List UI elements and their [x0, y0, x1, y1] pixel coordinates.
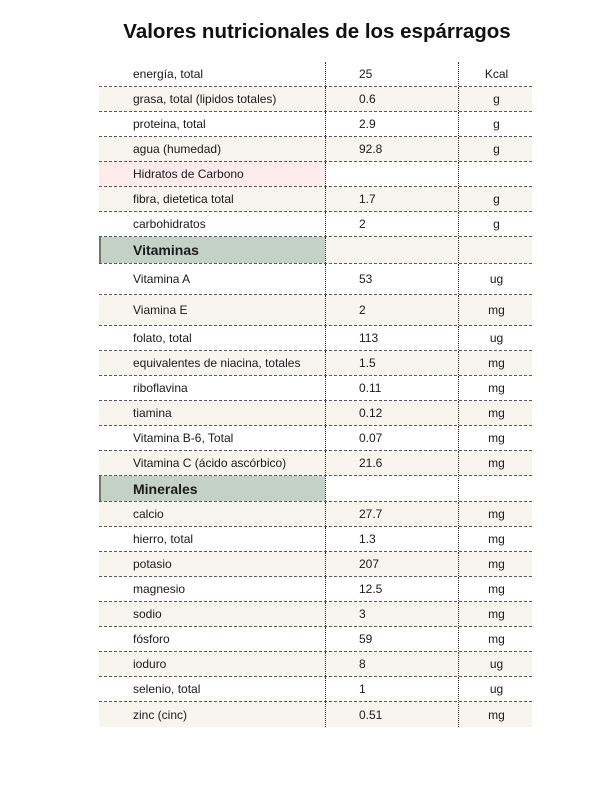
table-row-energia	[99, 62, 532, 87]
nutrient-unit: ug	[458, 677, 532, 701]
nutrient-value	[325, 237, 458, 263]
table-row-riboflavina	[99, 376, 532, 401]
nutrient-value: 0.07	[325, 426, 458, 450]
nutrient-unit: ug	[458, 264, 532, 294]
nutrient-value: 8	[325, 652, 458, 676]
table-row-vitamina-c	[99, 451, 532, 476]
nutrient-value: 1.3	[325, 527, 458, 551]
nutrient-name: hierro, total	[133, 532, 194, 546]
nutrient-value: 2	[325, 295, 458, 325]
nutrient-name: Vitamina B-6, Total	[133, 431, 234, 445]
nutrient-name: magnesio	[133, 582, 186, 596]
nutrient-name: carbohidratos	[133, 217, 206, 231]
nutrient-value: 0.51	[325, 702, 458, 727]
nutrient-name: calcio	[133, 507, 164, 521]
section-label: Vitaminas	[99, 237, 325, 263]
nutrient-unit: mg	[458, 295, 532, 325]
nutrient-unit: mg	[458, 577, 532, 601]
table-row-hierro	[99, 527, 532, 552]
section-header-vitaminas	[99, 237, 532, 264]
table-row-fibra	[99, 187, 532, 212]
nutrition-table	[99, 62, 532, 727]
table-row-grasa	[99, 87, 532, 112]
table-row-vitamina-a	[99, 264, 532, 295]
nutrient-value: 2.9	[325, 112, 458, 136]
table-row-proteina	[99, 112, 532, 137]
nutrient-name: fósforo	[133, 632, 170, 646]
nutrient-value: 12.5	[325, 577, 458, 601]
section-label: Minerales	[99, 476, 325, 501]
nutrient-name: tiamina	[133, 406, 172, 420]
nutrient-value: 3	[325, 602, 458, 626]
nutrient-name: agua (humedad)	[133, 142, 222, 156]
nutrient-unit: mg	[458, 351, 532, 375]
nutrient-value: 27.7	[325, 502, 458, 526]
table-row-zinc	[99, 702, 532, 727]
nutrient-value: 113	[325, 326, 458, 350]
table-row-vitamina-e	[99, 295, 532, 326]
nutrient-unit: g	[458, 187, 532, 211]
table-row-potasio	[99, 552, 532, 577]
nutrient-name: potasio	[133, 557, 172, 571]
table-row-vitamina-b6	[99, 426, 532, 451]
section-header-hidratos	[99, 162, 532, 187]
nutrient-value: 1.5	[325, 351, 458, 375]
table-row-folato	[99, 326, 532, 351]
nutrient-unit: mg	[458, 401, 532, 425]
nutrient-unit: g	[458, 87, 532, 111]
nutrient-name: selenio, total	[133, 682, 201, 696]
nutrient-name: grasa, total (lipidos totales)	[133, 92, 277, 106]
nutrient-value: 0.11	[325, 376, 458, 400]
nutrient-value: 53	[325, 264, 458, 294]
nutrient-unit: mg	[458, 527, 532, 551]
nutrient-name: ioduro	[133, 657, 167, 671]
table-row-fosforo	[99, 627, 532, 652]
nutrient-unit: mg	[458, 451, 532, 475]
section-label: Hidratos de Carbono	[99, 162, 325, 186]
nutrient-unit: mg	[458, 552, 532, 576]
nutrient-name: Vitamina A	[133, 272, 191, 286]
nutrient-name: proteina, total	[133, 117, 206, 131]
nutrient-value: 21.6	[325, 451, 458, 475]
nutrient-value: 59	[325, 627, 458, 651]
nutrient-value: 2	[325, 212, 458, 236]
nutrient-name: sodio	[133, 607, 162, 621]
page-title: Valores nutricionales de los espárragos	[123, 20, 511, 43]
nutrient-name: energía, total	[133, 67, 204, 81]
nutrient-value: 207	[325, 552, 458, 576]
table-row-selenio	[99, 677, 532, 702]
table-row-agua	[99, 137, 532, 162]
nutrient-unit: mg	[458, 702, 532, 727]
nutrient-name: riboflavina	[133, 381, 188, 395]
nutrient-value: 25	[325, 62, 458, 86]
nutrient-value: 92.8	[325, 137, 458, 161]
table-row-sodio	[99, 602, 532, 627]
nutrient-unit: mg	[458, 627, 532, 651]
nutrient-unit: ug	[458, 326, 532, 350]
nutrient-value: 0.12	[325, 401, 458, 425]
table-row-calcio	[99, 502, 532, 527]
nutrient-unit: mg	[458, 502, 532, 526]
nutrient-value	[325, 162, 458, 186]
nutrient-unit: Kcal	[458, 62, 532, 86]
nutrient-name: Vitamina C (ácido ascórbico)	[133, 456, 287, 470]
table-row-magnesio	[99, 577, 532, 602]
nutrient-value: 0.6	[325, 87, 458, 111]
nutrient-unit	[458, 476, 532, 501]
nutrient-unit: mg	[458, 602, 532, 626]
section-header-minerales	[99, 476, 532, 502]
table-row-carbohidratos	[99, 212, 532, 237]
nutrient-value: 1	[325, 677, 458, 701]
nutrient-name: Viamina E	[133, 303, 188, 317]
nutrient-unit: g	[458, 112, 532, 136]
nutrient-unit	[458, 237, 532, 263]
nutrient-value: 1.7	[325, 187, 458, 211]
nutrient-name: zinc (cinc)	[133, 707, 188, 722]
nutrient-unit: ug	[458, 652, 532, 676]
table-row-tiamina	[99, 401, 532, 426]
nutrient-value	[325, 476, 458, 501]
nutrient-unit	[458, 162, 532, 186]
nutrient-name: folato, total	[133, 331, 192, 345]
table-row-niacina	[99, 351, 532, 376]
nutrient-unit: mg	[458, 426, 532, 450]
nutrient-name: fibra, dietetica total	[133, 192, 234, 206]
table-row-ioduro	[99, 652, 532, 677]
nutrient-name: equivalentes de niacina, totales	[133, 356, 301, 370]
nutrient-unit: g	[458, 212, 532, 236]
nutrient-unit: mg	[458, 376, 532, 400]
nutrient-unit: g	[458, 137, 532, 161]
